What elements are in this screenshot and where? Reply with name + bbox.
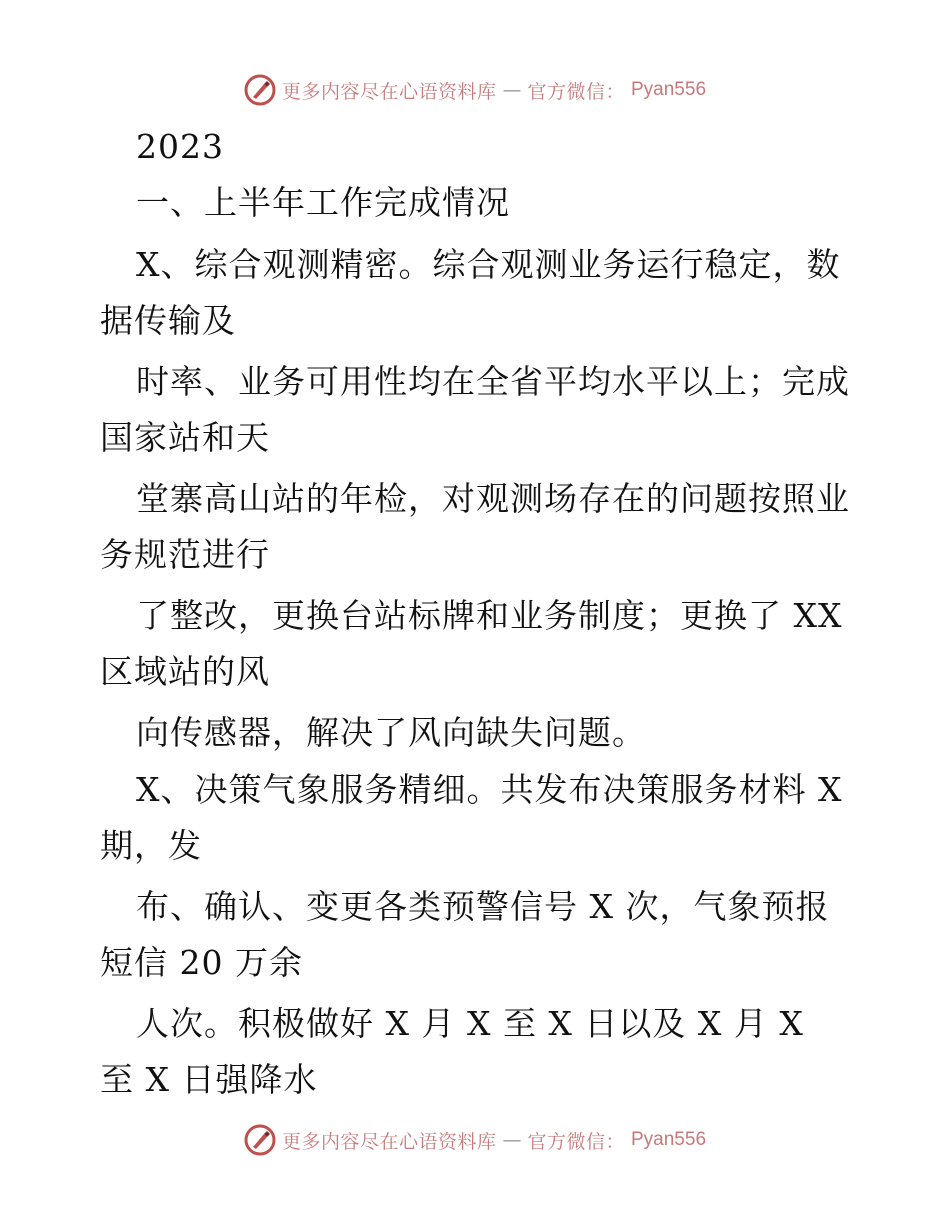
watermark-footer — [0, 1120, 950, 1160]
pen-logo-icon — [244, 74, 276, 106]
doc-line-year: 2023 — [136, 127, 224, 166]
watermark-separator: — — [502, 1129, 522, 1151]
watermark-text: 更多内容尽在心语资料库 — [281, 80, 497, 103]
doc-line: X、决策气象服务精细。共发布决策服务材料 X — [136, 770, 843, 809]
doc-line: 至 X 日强降水 — [100, 1060, 318, 1099]
watermark-label: 官方微信： — [527, 1130, 625, 1153]
doc-line: 向传感器，解决了风向缺失问题。 — [136, 713, 646, 752]
watermark-header — [0, 70, 950, 110]
watermark-id: Pyan556 — [631, 79, 707, 100]
doc-line: 国家站和天 — [100, 418, 270, 457]
doc-line-heading: 一、上半年工作完成情况 — [136, 183, 510, 222]
doc-line: 务规范进行 — [100, 535, 270, 574]
doc-line: 了整改，更换台站标牌和业务制度；更换了 XX — [136, 596, 843, 635]
doc-line: 短信 20 万余 — [100, 943, 303, 982]
doc-line: 堂寨高山站的年检，对观测场存在的问题按照业 — [136, 479, 850, 518]
doc-line: 时率、业务可用性均在全省平均水平以上；完成 — [136, 362, 850, 401]
watermark-label: 官方微信： — [527, 80, 625, 103]
pen-logo-icon — [244, 1124, 276, 1156]
doc-line: X、综合观测精密。综合观测业务运行稳定，数 — [136, 245, 841, 284]
watermark-id: Pyan556 — [631, 1129, 707, 1150]
doc-line: 期，发 — [100, 826, 202, 865]
doc-line: 布、确认、变更各类预警信号 X 次，气象预报 — [136, 887, 830, 926]
watermark-text: 更多内容尽在心语资料库 — [281, 1130, 497, 1153]
doc-line: 据传输及 — [100, 301, 236, 340]
doc-line: 人次。积极做好 X 月 X 至 X 日以及 X 月 X — [136, 1004, 804, 1043]
doc-line: 区域站的风 — [100, 652, 270, 691]
watermark-separator: — — [502, 79, 522, 101]
